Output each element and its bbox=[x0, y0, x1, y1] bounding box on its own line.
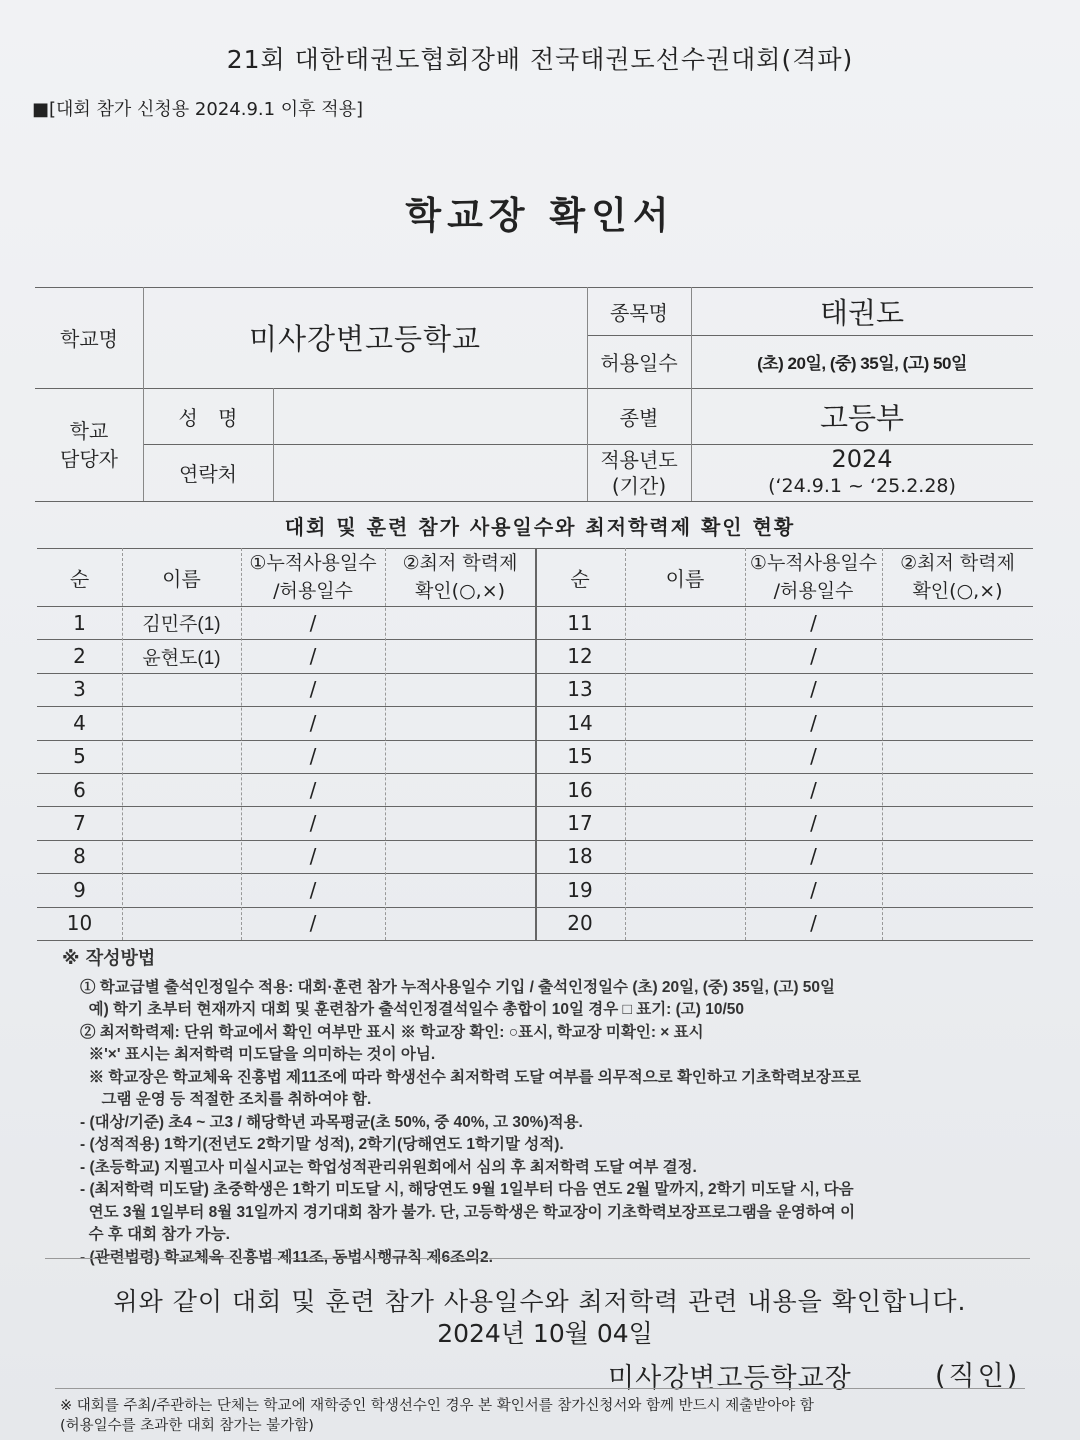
document-title: 학교장 확인서 bbox=[405, 194, 675, 237]
usage-days-cell[interactable]: / bbox=[810, 744, 817, 769]
usage-days-cell[interactable]: / bbox=[810, 677, 817, 702]
usage-days-cell[interactable]: / bbox=[810, 710, 817, 735]
row-no-left: 4 bbox=[73, 710, 86, 735]
student-name-cell[interactable] bbox=[625, 773, 745, 806]
student-name-cell[interactable] bbox=[625, 673, 745, 706]
student-name-cell[interactable] bbox=[625, 840, 745, 873]
allowed-days-label: 허용일수 bbox=[600, 351, 678, 375]
competition-title: 21회 대한태권도협회장배 전국태권도선수권대회(격파) bbox=[226, 45, 854, 74]
usage-days-cell[interactable]: / bbox=[309, 811, 317, 836]
min-academic-check-cell[interactable] bbox=[385, 873, 535, 906]
row-no-left: 7 bbox=[73, 811, 86, 836]
principal-signature: 미사강변고등학교장 bbox=[608, 1363, 852, 1394]
header-usage-left: ①누적사용일수 /허용일수 bbox=[249, 552, 377, 602]
min-academic-check-cell[interactable] bbox=[385, 806, 535, 839]
applicable-year-cell bbox=[691, 444, 1033, 501]
usage-days-cell[interactable]: / bbox=[810, 877, 817, 902]
contact-field[interactable] bbox=[273, 444, 587, 501]
instructions-heading: ※ 작성방법 bbox=[62, 948, 156, 969]
row-no-left: 3 bbox=[73, 677, 86, 702]
min-academic-check-cell[interactable] bbox=[882, 673, 1033, 706]
student-name-cell[interactable]: 김민주(1) bbox=[142, 614, 221, 636]
student-name-cell[interactable] bbox=[122, 773, 241, 806]
school-info-table bbox=[35, 287, 1033, 501]
usage-days-cell[interactable]: / bbox=[810, 844, 817, 869]
student-name-cell[interactable] bbox=[625, 806, 745, 839]
row-no-left: 5 bbox=[73, 744, 86, 769]
instruction-line: - (관련법령) 학교체육 진흥법 제11조, 동법시행규칙 제6조의2. bbox=[80, 1248, 493, 1266]
student-name-cell[interactable] bbox=[122, 907, 241, 940]
usage-days-cell[interactable]: / bbox=[309, 911, 317, 936]
min-academic-check-cell[interactable] bbox=[385, 773, 535, 806]
division-value: 고등부 bbox=[819, 400, 905, 435]
row-no-right: 19 bbox=[567, 877, 593, 902]
usage-days-cell[interactable]: / bbox=[309, 677, 317, 702]
min-academic-check-cell[interactable] bbox=[882, 740, 1033, 773]
student-name-cell[interactable] bbox=[625, 639, 745, 672]
instruction-line: 그램 운영 등 적절한 조치를 취하여야 함. bbox=[80, 1091, 372, 1108]
min-academic-check-cell[interactable] bbox=[882, 840, 1033, 873]
header-no-left: 순 bbox=[69, 566, 90, 591]
min-academic-check-cell[interactable] bbox=[882, 806, 1033, 839]
student-name-cell[interactable] bbox=[122, 806, 241, 839]
student-name-cell[interactable] bbox=[625, 606, 745, 639]
student-name-cell[interactable] bbox=[122, 740, 241, 773]
usage-days-cell[interactable]: / bbox=[309, 610, 317, 635]
usage-status-table bbox=[37, 548, 1033, 940]
division-label: 종별 bbox=[619, 405, 659, 430]
instruction-line: ② 최저학력제: 단위 학교에서 확인 여부만 표시 ※ 학교장 확인: ○표시, 학교장 미확인: × 표시 bbox=[80, 1023, 704, 1041]
student-name-cell[interactable] bbox=[122, 873, 241, 906]
event-label: 종목명 bbox=[610, 300, 668, 325]
student-name-cell[interactable] bbox=[625, 907, 745, 940]
student-name-cell[interactable] bbox=[625, 873, 745, 906]
instruction-line: - (최저학력 미도달) 초중학생은 1학기 미도달 시, 해당연도 9월 1일부터 다음 연도 2월 말까지, 2학기 미도달 시, 다음 bbox=[80, 1181, 854, 1198]
application-note: ■[대회 참가 신청용 2024.9.1 이후 적용] bbox=[32, 99, 364, 120]
row-no-left: 9 bbox=[73, 877, 86, 902]
instruction-line: ① 학교급별 출석인정일수 적용: 대회·훈련 참가 누적사용일수 기입 / 출석인정일수 (초) 20일, (중) 35일, (고) 50일 bbox=[80, 978, 836, 996]
contact-label: 연락처 bbox=[179, 462, 237, 486]
min-academic-check-cell[interactable] bbox=[882, 639, 1033, 672]
applicable-year-label: 적용년도 (기간) bbox=[600, 447, 678, 498]
school-manager-label: 학교 담당자 bbox=[60, 418, 118, 471]
row-no-right: 12 bbox=[567, 644, 593, 669]
footer-line-2: (허용일수를 초과한 대회 참가는 불가함) bbox=[60, 1418, 314, 1434]
instructions bbox=[62, 948, 1022, 1269]
usage-days-cell[interactable]: / bbox=[810, 610, 817, 635]
header-check-right: ②최저 학력제 확인(○,×) bbox=[900, 552, 1015, 602]
row-no-right: 15 bbox=[567, 744, 593, 769]
student-name-cell[interactable] bbox=[625, 740, 745, 773]
grid-line bbox=[37, 940, 1033, 941]
min-academic-check-cell[interactable] bbox=[882, 873, 1033, 906]
min-academic-check-cell[interactable] bbox=[385, 673, 535, 706]
min-academic-check-cell[interactable] bbox=[385, 706, 535, 739]
instruction-line: - (성적적용) 1학기(전년도 2학기말 성적), 2학기(당해연도 1학기말 성적). bbox=[80, 1136, 564, 1153]
min-academic-check-cell[interactable] bbox=[385, 840, 535, 873]
instruction-line: 수 후 대회 참가 가능. bbox=[80, 1226, 230, 1243]
min-academic-check-cell[interactable] bbox=[385, 740, 535, 773]
confirmation-date: 2024년 10월 04일 bbox=[437, 1319, 653, 1348]
usage-days-cell[interactable]: / bbox=[810, 911, 817, 936]
header-name-left: 이름 bbox=[162, 566, 201, 591]
min-academic-check-cell[interactable] bbox=[882, 907, 1033, 940]
student-name-cell[interactable]: 윤현도(1) bbox=[142, 647, 221, 669]
instruction-line: - (대상/기준) 초4 ~ 고3 / 해당학년 과목평균(초 50%, 중 40%, 고 30%)적용. bbox=[80, 1113, 583, 1131]
usage-days-cell[interactable]: / bbox=[309, 877, 317, 902]
applicable-period: (‘24.9.1 ~ ‘25.2.28) bbox=[768, 474, 956, 497]
row-no-right: 20 bbox=[567, 911, 593, 936]
usage-days-cell[interactable]: / bbox=[309, 644, 317, 669]
row-no-left: 1 bbox=[73, 610, 86, 635]
school-name-label: 학교명 bbox=[60, 327, 118, 351]
usage-days-cell[interactable]: / bbox=[810, 644, 817, 669]
header-check-left: ②최저 학력제 확인(○,×) bbox=[402, 552, 518, 602]
applicable-year-value: 2024 bbox=[831, 444, 893, 473]
usage-days-cell[interactable]: / bbox=[810, 777, 817, 802]
student-name-cell[interactable] bbox=[122, 673, 241, 706]
footer-line-1: ※ 대회를 주최/주관하는 단체는 학교에 재학중인 학생선수인 경우 본 확인서를 참가신청서와 함께 반드시 제출받아야 함 bbox=[60, 1398, 814, 1414]
min-academic-check-cell[interactable] bbox=[882, 706, 1033, 739]
section-title: 대회 및 훈련 참가 사용일수와 최저학력제 확인 현황 bbox=[284, 515, 796, 539]
min-academic-check-cell[interactable] bbox=[385, 639, 535, 672]
row-no-right: 13 bbox=[567, 677, 593, 702]
row-no-right: 17 bbox=[567, 811, 593, 836]
usage-days-cell[interactable]: / bbox=[810, 811, 817, 836]
student-name-cell[interactable] bbox=[122, 706, 241, 739]
row-no-right: 14 bbox=[567, 710, 593, 735]
instruction-line: 연도 3월 1일부터 8월 31일까지 경기대회 참가 불가. 단, 고등학생은 학교장이 기초학력보장프로그램을 운영하여 이 bbox=[80, 1203, 856, 1221]
instruction-line: ※ 학교장은 학교체육 진흥법 제11조에 따라 학생선수 최저학력 도달 여부를 의무적으로 확인하고 기초학력보장프로 bbox=[80, 1068, 861, 1086]
usage-days-cell[interactable]: / bbox=[309, 744, 317, 769]
min-academic-check-cell[interactable] bbox=[882, 773, 1033, 806]
event-value: 태권도 bbox=[819, 295, 905, 330]
usage-days-cell[interactable]: / bbox=[309, 844, 317, 869]
min-academic-check-cell[interactable] bbox=[385, 606, 535, 639]
manager-name-label: 성 명 bbox=[178, 405, 238, 430]
confirmation-statement: 위와 같이 대회 및 훈련 참가 사용일수와 최저학력 관련 내용을 확인합니다. bbox=[113, 1287, 967, 1316]
student-name-cell[interactable] bbox=[625, 706, 745, 739]
header-no-right: 순 bbox=[570, 566, 590, 591]
row-no-left: 10 bbox=[66, 911, 93, 936]
row-no-right: 11 bbox=[567, 610, 593, 635]
allowed-days-value: (초) 20일, (중) 35일, (고) 50일 bbox=[757, 354, 967, 373]
official-seal: (직인) bbox=[935, 1361, 1021, 1392]
row-no-right: 18 bbox=[567, 844, 593, 869]
min-academic-check-cell[interactable] bbox=[385, 907, 535, 940]
school-name-value: 미사강변고등학교 bbox=[248, 322, 482, 356]
header-name-right: 이름 bbox=[665, 566, 705, 591]
instruction-line: 예) 학기 초부터 현재까지 대회 및 훈련참가 출석인정결석일수 총합이 10일 경우 □ 표기: (고) 10/50 bbox=[80, 1001, 745, 1018]
row-no-right: 16 bbox=[567, 777, 593, 802]
usage-days-cell[interactable]: / bbox=[309, 777, 317, 802]
manager-name-field[interactable] bbox=[273, 388, 587, 444]
row-no-left: 2 bbox=[73, 644, 86, 669]
min-academic-check-cell[interactable] bbox=[882, 606, 1033, 639]
footer-note bbox=[60, 1396, 1040, 1440]
instruction-line: ※'×' 표시는 최저학력 미도달을 의미하는 것이 아님. bbox=[80, 1046, 436, 1063]
instruction-line: - (초등학교) 지필고사 미실시교는 학업성적관리위원회에서 심의 후 최저학력 도달 여부 결정. bbox=[80, 1158, 697, 1176]
row-no-left: 8 bbox=[73, 844, 86, 869]
usage-days-cell[interactable]: / bbox=[309, 710, 317, 735]
instructions-lines bbox=[62, 977, 1022, 1270]
student-name-cell[interactable] bbox=[122, 840, 241, 873]
row-no-left: 6 bbox=[73, 777, 86, 802]
header-usage-right: ①누적사용일수 /허용일수 bbox=[749, 552, 878, 602]
